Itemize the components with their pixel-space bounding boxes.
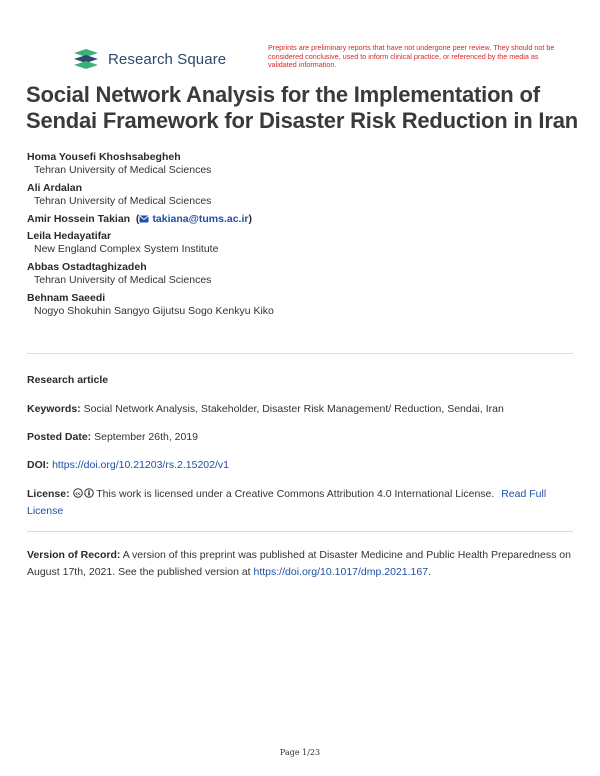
- article-type-label: Research article: [27, 374, 109, 386]
- author-affiliation: New England Complex System Institute: [34, 243, 219, 255]
- doi-link[interactable]: https://doi.org/10.21203/rs.2.15202/v1: [52, 459, 229, 471]
- author-entry: [27, 151, 577, 178]
- author-entry: [27, 292, 577, 319]
- license-row: [27, 486, 575, 520]
- author-name[interactable]: Amir Hossein Takian: [27, 213, 131, 225]
- cc-icon: [73, 488, 83, 498]
- license-label: License:: [27, 488, 70, 500]
- keywords-row: [27, 401, 575, 418]
- author-entry: [27, 230, 577, 257]
- posted-date-label: Posted Date:: [27, 431, 92, 443]
- license-text: This work is licensed under a Creative Commons Attribution 4.0 International License.: [96, 488, 495, 500]
- article-type: [27, 372, 575, 389]
- by-icon: [83, 488, 94, 498]
- author-name-corresponding: [27, 213, 577, 226]
- svg-text:cc: cc: [74, 492, 81, 497]
- author-name[interactable]: Leila Hedayatifar: [27, 230, 112, 242]
- author-name[interactable]: Ali Ardalan: [27, 182, 83, 194]
- author-name[interactable]: Behnam Saeedi: [27, 292, 106, 304]
- version-of-record-label: Version of Record:: [27, 549, 121, 561]
- author-affiliation: Tehran University of Medical Sciences: [34, 164, 212, 176]
- email-close-paren: ): [248, 213, 252, 225]
- doi-label: DOI:: [27, 459, 50, 471]
- posted-date-value: September 26th, 2019: [94, 431, 199, 443]
- research-square-logo-icon: [72, 48, 102, 70]
- research-square-logo[interactable]: [72, 48, 226, 70]
- author-name[interactable]: Homa Yousefi Khoshsabegheh: [27, 151, 181, 163]
- version-of-record-end: .: [428, 566, 431, 578]
- author-affiliation: Tehran University of Medical Sciences: [34, 195, 212, 207]
- page-number: Page 1/23: [279, 748, 321, 757]
- author-entry: [27, 261, 577, 288]
- author-name[interactable]: Abbas Ostadtaghizadeh: [27, 261, 147, 273]
- preprint-disclaimer: Preprints are preliminary reports that have not undergone peer review. They should not be considered conclusive, used to inform clinical practice, or referenced by the media as validated information.: [268, 43, 555, 70]
- logo-text: Research Square: [108, 50, 227, 68]
- version-of-record: [27, 547, 575, 581]
- read-full-license-link[interactable]: Read Full License: [27, 488, 547, 517]
- keywords-label: Keywords:: [27, 403, 81, 415]
- version-of-record-text: A version of this preprint was published at Disaster Medicine and Public Health Preparedness on August 17th, 2021. See the published version at: [27, 549, 571, 578]
- published-version-link[interactable]: https://doi.org/10.1017/dmp.2021.167: [253, 566, 429, 578]
- envelope-icon: [139, 215, 149, 223]
- author-entry: [27, 213, 577, 226]
- author-entry: [27, 182, 577, 209]
- divider: [27, 531, 573, 532]
- author-affiliation: Tehran University of Medical Sciences: [34, 274, 212, 286]
- author-affiliation: Nogyo Shokuhin Sangyo Gijutsu Sogo Kenkyu Kiko: [34, 305, 274, 317]
- doi-row: [27, 457, 575, 474]
- email-open-paren: (: [133, 213, 140, 225]
- keywords-value: Social Network Analysis, Stakeholder, Disaster Risk Management/ Reduction, Sendai, Iran: [83, 403, 504, 415]
- paper-title: Social Network Analysis for the Implementation of Sendai Framework for Disaster Risk Reduction in Iran: [26, 82, 578, 133]
- author-email[interactable]: takiana@tums.ac.ir: [152, 213, 249, 225]
- posted-date-row: [27, 429, 575, 446]
- divider: [27, 353, 573, 354]
- author-email-link[interactable]: [139, 213, 248, 225]
- author-list: [27, 151, 577, 323]
